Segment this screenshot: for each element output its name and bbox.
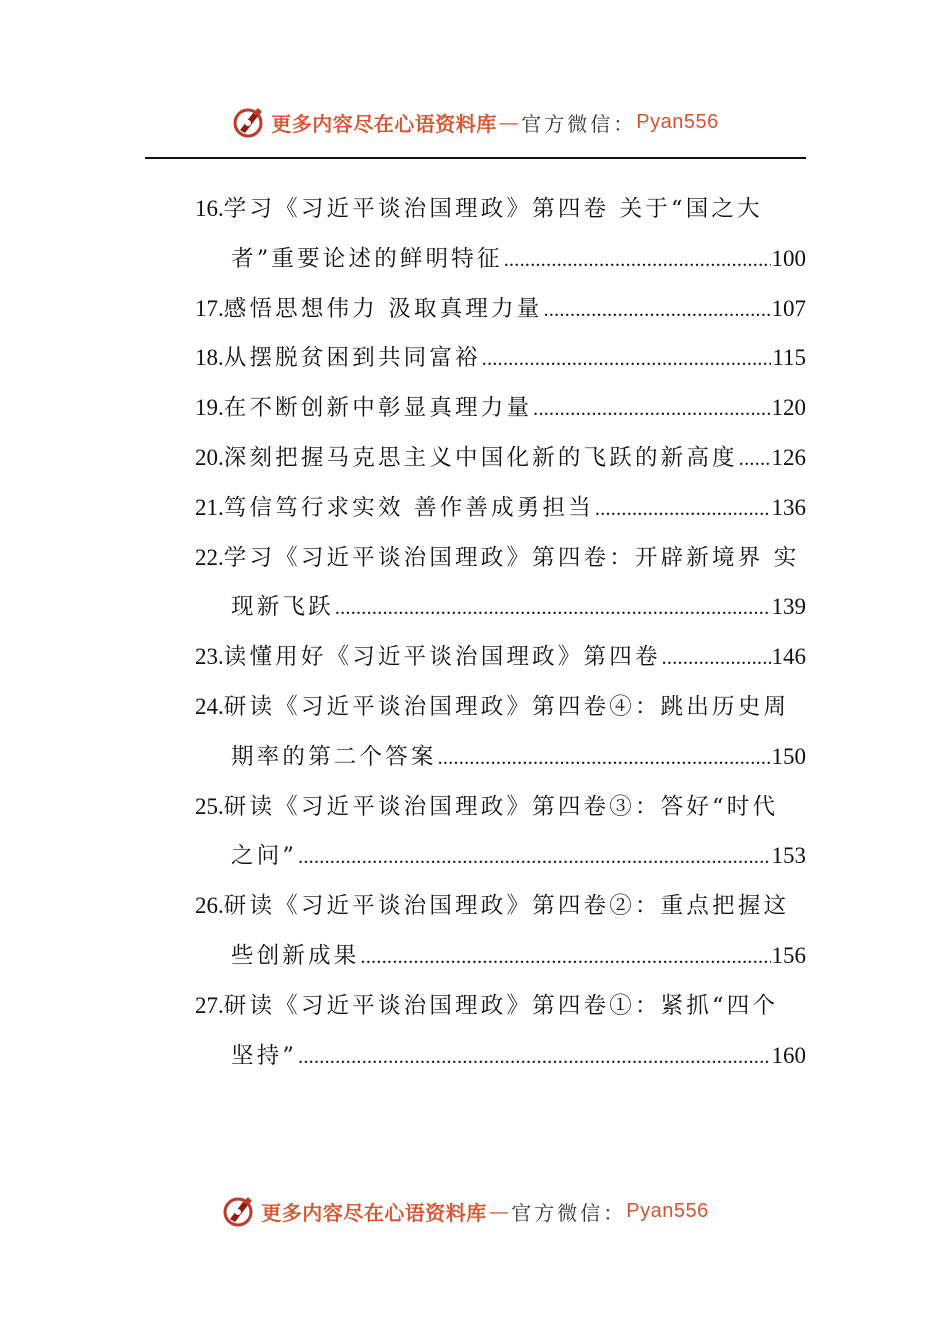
toc-dot-leader — [595, 485, 771, 535]
toc-entry-title: 在不断创新中彰显真理力量 — [223, 395, 533, 422]
toc-page-number: 160 — [771, 1042, 806, 1068]
toc-page-number: 100 — [771, 245, 806, 271]
toc-dot-leader — [544, 286, 771, 336]
toc-entry-number: 18. — [195, 345, 224, 371]
toc-dot-leader — [662, 634, 771, 684]
toc-dot-leader — [482, 335, 772, 385]
toc-entry-title: 研读《习近平谈治国理政》第四卷③：答好“时代 — [223, 793, 779, 820]
toc-entry-number: 20. — [195, 444, 224, 470]
toc-page-number: 153 — [771, 843, 806, 869]
toc-dot-leader — [335, 584, 771, 634]
toc-entry-title: 研读《习近平谈治国理政》第四卷②：重点把握这 — [223, 893, 790, 920]
toc-entry-line — [195, 483, 806, 533]
toc-dot-leader — [361, 933, 771, 983]
toc-entry-line — [195, 383, 806, 433]
toc-page-number: 156 — [771, 942, 806, 968]
header-banner — [0, 102, 950, 142]
toc-entry-number: 21. — [195, 494, 224, 520]
toc-entry-line — [195, 582, 806, 632]
toc-dot-leader — [533, 385, 770, 435]
toc-entry-line — [195, 333, 806, 383]
toc-entry-number: 25. — [195, 793, 224, 819]
toc-entry-line — [195, 533, 806, 583]
toc-entry-title: 些创新成果 — [231, 942, 360, 969]
toc-entry-title: 笃信笃行求实效 善作善成勇担当 — [223, 494, 594, 521]
toc-entry-line — [195, 632, 806, 682]
toc-entry-line — [195, 831, 806, 881]
toc-entry-title: 读懂用好《习近平谈治国理政》第四卷 — [223, 644, 661, 671]
toc-entry-number: 26. — [195, 893, 224, 919]
toc-entry-title: 之问” — [231, 843, 298, 870]
toc-dot-leader — [298, 1033, 770, 1083]
toc-page-number: 107 — [771, 295, 806, 321]
banner-main-text: 更多内容尽在心语资料库 — [261, 1200, 487, 1225]
table-of-contents — [195, 184, 806, 1080]
toc-entry-title: 学习《习近平谈治国理政》第四卷 关于“国之大 — [223, 196, 763, 222]
banner-dash: — — [488, 1199, 510, 1223]
toc-entry-title: 感悟思想伟力 汲取真理力量 — [223, 295, 543, 322]
toc-entry-line — [195, 234, 806, 284]
toc-entry-line — [195, 184, 806, 234]
toc-entry-title: 学习《习近平谈治国理政》第四卷：开辟新境界 实 — [223, 544, 800, 571]
toc-entry-number: 27. — [195, 992, 224, 1018]
pen-logo-icon — [221, 1193, 257, 1229]
toc-page-number: 146 — [771, 644, 806, 670]
toc-page-number: 115 — [772, 345, 806, 371]
toc-entry-line — [195, 782, 806, 832]
toc-page-number: 120 — [771, 395, 806, 421]
banner-wechat-id: Pyan556 — [636, 110, 719, 133]
toc-dot-leader — [438, 734, 771, 784]
toc-entry-title: 坚持” — [231, 1042, 298, 1069]
banner-dash: — — [498, 110, 520, 134]
toc-entry-line — [195, 732, 806, 782]
toc-entry-number: 19. — [195, 395, 224, 421]
toc-dot-leader — [504, 236, 771, 286]
toc-entry-line — [195, 682, 806, 732]
toc-entry-title: 从摆脱贫困到共同富裕 — [223, 345, 481, 372]
pen-logo-icon — [231, 104, 267, 140]
toc-page-number: 126 — [771, 444, 806, 470]
toc-page-number: 136 — [771, 494, 806, 520]
toc-entry-title: 深刻把握马克思主义中国化新的飞跃的新高度 — [223, 444, 738, 471]
toc-dot-leader — [298, 833, 770, 883]
header-rule — [145, 157, 806, 159]
toc-entry-line — [195, 981, 806, 1031]
toc-entry-line — [195, 931, 806, 981]
banner-main-text: 更多内容尽在心语资料库 — [271, 111, 497, 136]
footer-banner — [0, 1191, 940, 1231]
toc-entry-line — [195, 881, 806, 931]
toc-entry-number: 22. — [195, 544, 224, 570]
toc-entry-line — [195, 284, 806, 334]
toc-entry-title: 期率的第二个答案 — [231, 743, 437, 770]
toc-entry-title: 现新飞跃 — [231, 594, 334, 621]
toc-page-number: 150 — [771, 743, 806, 769]
toc-entry-number: 17. — [195, 295, 224, 321]
toc-entry-line — [195, 1031, 806, 1081]
toc-entry-number: 16. — [195, 196, 224, 221]
toc-page-number: 139 — [771, 594, 806, 620]
banner-official-label: 官方微信： — [511, 1200, 627, 1225]
banner-official-label: 官方微信： — [521, 111, 637, 136]
toc-entry-title: 研读《习近平谈治国理政》第四卷④：跳出历史周 — [223, 693, 790, 720]
toc-entry-title: 研读《习近平谈治国理政》第四卷①：紧抓“四个 — [223, 992, 779, 1019]
toc-dot-leader — [739, 435, 771, 485]
toc-entry-number: 23. — [195, 644, 224, 670]
toc-entry-line — [195, 433, 806, 483]
toc-entry-title: 者”重要论述的鲜明特征 — [231, 245, 503, 272]
banner-wechat-id: Pyan556 — [626, 1199, 709, 1222]
toc-entry-number: 24. — [195, 693, 224, 719]
